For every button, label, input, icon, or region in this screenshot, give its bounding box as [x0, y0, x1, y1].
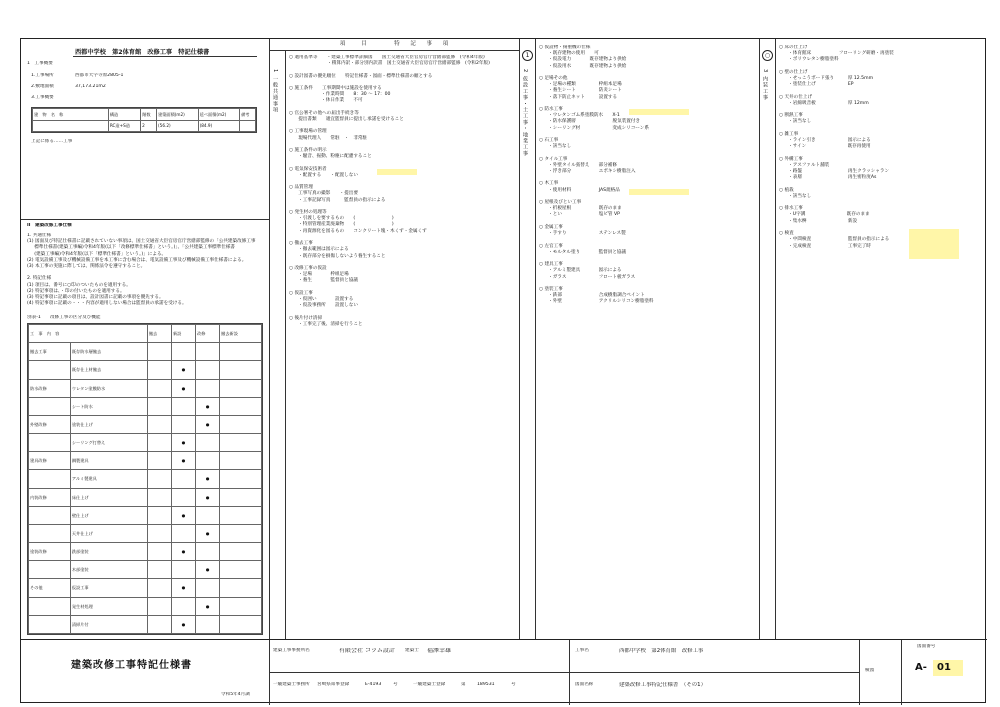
- table-cell: 仮設工事: [70, 579, 147, 597]
- table-cell: [29, 506, 71, 524]
- table-cell: [29, 615, 71, 633]
- row-notes: [240, 120, 256, 132]
- table-cell: 塗装改修: [29, 543, 71, 561]
- table-row: [29, 452, 262, 470]
- table-cell: [220, 379, 262, 397]
- table-cell: [29, 597, 71, 615]
- head-floor-area: 延べ面積(m2): [198, 109, 240, 121]
- title-block: [21, 639, 987, 705]
- table-cell: ●: [196, 561, 220, 579]
- table-cell: [147, 415, 171, 433]
- table-cell: [147, 579, 171, 597]
- table-cell: [220, 615, 262, 633]
- head-remove: 撤去: [147, 325, 171, 343]
- head-structure: 構造: [108, 109, 140, 121]
- site-value: 西都市大字寺原2805-1: [75, 73, 124, 78]
- table-row: [29, 488, 262, 506]
- highlight-field: [629, 109, 689, 115]
- table-cell: ●: [196, 524, 220, 542]
- head-replace: 撤去新設: [220, 325, 262, 343]
- table-cell: [196, 434, 220, 452]
- table-row: [29, 524, 262, 542]
- table-cell: [171, 415, 195, 433]
- table-cell: 塗装仕上げ: [70, 415, 147, 433]
- table-cell: [196, 452, 220, 470]
- drawing-name-label: 図面名称: [575, 682, 594, 687]
- office-value: 有限会社 コラム設計: [339, 648, 395, 654]
- table-row: [29, 434, 262, 452]
- architect-value: 福澤幸雄: [427, 648, 452, 654]
- site-label: 1.工事場所: [31, 73, 54, 78]
- table-cell: [196, 615, 220, 633]
- table-cell: [220, 506, 262, 524]
- table-cell: [220, 579, 262, 597]
- overview-table-head: [33, 109, 256, 121]
- table-cell: [147, 597, 171, 615]
- table-cell: ●: [171, 543, 195, 561]
- highlight-block: [909, 229, 959, 259]
- column1-head-item: 項 目: [339, 41, 367, 47]
- column3-section-label: 3 内装工事: [762, 69, 768, 101]
- table-cell: [171, 470, 195, 488]
- table-cell: [147, 524, 171, 542]
- issue-date: 令和5年4月調: [221, 692, 250, 697]
- table-cell: [220, 434, 262, 452]
- table-row: [29, 597, 262, 615]
- column3-body: ○ 床の仕上げ ・体育館床 フローリング研磨・再塗装 ・ポリウレタン樹脂塗料 ○ 壁の仕上げ ・せっこうボード張り 厚 12.5mm ・塗装仕上げ EP ○ 天井の仕上げ ・岩綿吸音板 厚 12mm ○ 断熱工事 ・該当なし ○ 雑工事 ・ライン引き 図示による ・サイン 既存再使用 ○ 外構工事 ・アスファルト舗装 ・路盤 再生クラッシャラン ・表層 再生密粒度As ○ 植栽 ・該当なし ○ 排水工事 ・U字溝 既存のまま ・集水桝 新設 ○ 検査 ・中間検査 監督員の指示による ・完成検査 工事完了時: [779, 45, 894, 249]
- table-cell: [171, 561, 195, 579]
- table-cell: ●: [171, 361, 195, 379]
- table-cell: ●: [171, 506, 195, 524]
- column1-section-label: 1 一般共通事項: [272, 69, 278, 114]
- sheet-prefix: A-: [915, 662, 927, 673]
- row-structure: RC造+S造: [108, 120, 140, 132]
- cover-panel: [21, 39, 270, 219]
- architect-reg-label: 一級建築士登録: [413, 682, 446, 687]
- table-cell: ●: [196, 488, 220, 506]
- row-building-area: (56.2): [157, 120, 199, 132]
- architect-reg-prefix: 第: [461, 682, 466, 687]
- table-cell: 撤去工事: [29, 343, 71, 361]
- table-cell: シート防水: [70, 397, 147, 415]
- table-cell: その他: [29, 579, 71, 597]
- table-cell: [220, 397, 262, 415]
- table-cell: ●: [171, 379, 195, 397]
- overview-table: [31, 107, 257, 133]
- area-value: 37,173.21m2: [75, 84, 106, 89]
- office-reg-label: 一級建築士事務所: [273, 682, 310, 687]
- table-cell: [147, 615, 171, 633]
- check-label: 検図: [865, 668, 875, 673]
- division-table-head: [29, 325, 262, 343]
- work-label: 工事名: [575, 648, 589, 653]
- table-cell: [171, 524, 195, 542]
- table-cell: [147, 361, 171, 379]
- table-cell: ●: [196, 597, 220, 615]
- office-label: 建築工事事務所名: [273, 648, 310, 653]
- table-cell: [196, 506, 220, 524]
- head-new: 新設: [171, 325, 195, 343]
- table-cell: 防水改修: [29, 379, 71, 397]
- table-cell: [171, 597, 195, 615]
- table-cell: [147, 434, 171, 452]
- head-renovate: 改修: [196, 325, 220, 343]
- table-row: [29, 506, 262, 524]
- table-row: [29, 343, 262, 361]
- table-cell: [196, 361, 220, 379]
- table-cell: [147, 506, 171, 524]
- overview-label: 3.工事概要: [31, 95, 54, 100]
- architect-reg-number: 189531: [477, 682, 495, 687]
- table-cell: [220, 343, 262, 361]
- column1-body: ○ 適用基準等 ・建築工事標準詳細図 国土交通省大臣官房官庁営繕部監修 (令和4年版) ・積算内訳・部分別内訳書 国土交通省大臣官房官庁営繕部監修 (令和2年版) ○ 設計図書の優先順位 特記仕様書・図面・標準仕様書の順とする ○ 施工条件 工事期間中は施設を使用する ・作業時間 8：30 ～ 17：00 ・休日作業 不可 ○ 官公署その他への届出手続き等 提出書類 適宜監督員に提出し承諾を受けること ○ 工事現場の管理 現場代理人 常駐 ・ 非常駐 ○ 施工条件の明示 ・騒音、振動、粉塵に配慮すること ○ 電気保安技術者 ・配置する ・配置しない ○ 品質管理 工事写真の撮影 ・提出要 ・工事記録写真 監督員の指示による ○ 発生材の処理等 ・引渡しを要するもの ( ) ・特別管理産業廃棄物 ( ) ・再資源化を図るもの コンクリート塊・木くず・金属くず ○ 撤去工事 ・撤去範囲は図示による ・既存部分を損傷しないよう養生すること ○ 改修工事の仮設 ・足場 枠組足場 ・養生 監督員と協議 ○ 仮設工事 ・仮囲い 設置する ・仮設事務所 設置しない ○ 後片付け清掃 ・工事完了後、清掃を行うこと: [289, 55, 490, 327]
- table-cell: [147, 379, 171, 397]
- table-row: [29, 397, 262, 415]
- work-value: 西都中学校 第2体育館 改修工事: [619, 648, 704, 654]
- table-row: [29, 561, 262, 579]
- table-cell: 鋼製建具: [70, 452, 147, 470]
- drawing-name-value: 建築改修工事特記仕様書 （その1）: [619, 682, 706, 688]
- highlight-field: [377, 169, 417, 175]
- drawing-title: 建築改修工事特記仕様書: [71, 660, 192, 671]
- circle-marker-1: 1: [522, 50, 533, 61]
- table-cell: [171, 343, 195, 361]
- table-row: [29, 470, 262, 488]
- table-cell: [171, 488, 195, 506]
- spec-column-2: [519, 39, 760, 639]
- table-row: [29, 361, 262, 379]
- table-cell: [29, 361, 71, 379]
- table-caption: 別表-1 改修工事の区分及び機能: [27, 315, 101, 320]
- table-cell: 天井仕上げ: [70, 524, 147, 542]
- table-cell: [29, 524, 71, 542]
- column1-head-spec: 特 記 事 項: [394, 41, 449, 47]
- table-cell: [196, 543, 220, 561]
- table-cell: 鉄部塗装: [70, 543, 147, 561]
- architect-label: 建築士: [405, 648, 419, 653]
- work-division-table: [27, 323, 263, 635]
- column2-section-label: 2 仮設工事・土工事・地業工事: [522, 69, 528, 157]
- circle-marker-2: ○: [762, 50, 773, 61]
- area-label: 2.敷地面積: [31, 84, 54, 89]
- table-cell: [171, 397, 195, 415]
- sheet-number-label: 図面番号: [917, 644, 936, 649]
- table-cell: 建具改修: [29, 452, 71, 470]
- table-cell: [147, 452, 171, 470]
- table-cell: [29, 397, 71, 415]
- table-cell: 発生材処理: [70, 597, 147, 615]
- drawing-sheet: [20, 38, 986, 703]
- table-cell: [220, 415, 262, 433]
- table-cell: [220, 524, 262, 542]
- row-floor-area: (84.9): [198, 120, 240, 132]
- spec-column-1: [269, 39, 520, 639]
- table-cell: [29, 561, 71, 579]
- table-cell: シーリング打替え: [70, 434, 147, 452]
- table-cell: [147, 561, 171, 579]
- head-building-area: 建築面積(m2): [157, 109, 199, 121]
- table-cell: [220, 470, 262, 488]
- table-cell: ●: [171, 452, 195, 470]
- overview-table-row: [33, 120, 256, 132]
- table-cell: [196, 343, 220, 361]
- table-cell: [147, 470, 171, 488]
- table-cell: [29, 470, 71, 488]
- table-row: [29, 543, 262, 561]
- table-cell: [220, 597, 262, 615]
- spec-column-3: [759, 39, 987, 639]
- table-cell: [147, 543, 171, 561]
- table-cell: 壁仕上げ: [70, 506, 147, 524]
- head-content: 工 事 内 容: [29, 325, 148, 343]
- table-row: [29, 615, 262, 633]
- table-cell: ●: [171, 434, 195, 452]
- office-reg-pref: 宮崎県知事登録: [317, 682, 350, 687]
- table-cell: [147, 397, 171, 415]
- table-cell: 既存仕上材撤去: [70, 361, 147, 379]
- table-cell: [196, 379, 220, 397]
- table-cell: 既存防水層撤去: [70, 343, 147, 361]
- section-ii-body: 1. 共通仕様 (1) 図面及び特記仕様書に記載されていない事項は、国土交通省大臣官房官庁営繕部監修の「公共建築改修工事 標準仕様書(建築工事編)令和4年版(以下「改修標準仕様書」という。)」、「公共建築工事標準仕様書 (建築工事編)令和4年版(以下「標準仕様書」という。)」による。 (2) 電気設備工事及び機械設備工事を本工事に含む場合は、電気設備工事及び機械設備工事仕様書による。 (3) 本工事の実施に際しては、関係法令を遵守すること。 2. 特記仕様 (1) 項目は、番号に○印のついたものを適用する。 (2) 特記事項は、・印の付いたものを適用する。 (3) 特記事項に記載の項目は、設計図書に記載の事項を優先する。 (4) 特記事項に記載の・・・内容が適用しない場合は監督員の承諾を受ける。: [27, 233, 256, 307]
- architect-reg-suffix: 号: [511, 682, 516, 687]
- table-cell: ●: [171, 615, 195, 633]
- table-row: [29, 415, 262, 433]
- office-reg-number: E-4193: [365, 682, 382, 687]
- table-cell: [147, 343, 171, 361]
- table-row: [29, 379, 262, 397]
- table-cell: [29, 434, 71, 452]
- table-cell: [196, 579, 220, 597]
- cover-title: 西都中学校 第2体育館 改修工事 特記仕様書: [75, 49, 210, 56]
- table-cell: ●: [196, 470, 220, 488]
- column2-body: ○ 仮設物・揚重機の仕様 ・既存建物の使用 可 ・仮設電力 既存建物より供給 ・仮設用水 既存建物より供給 ○ 足場その他 ・足場の種類 枠組本足場 ・養生シート 防炎シート ・落下防止ネット 設置する ○ 防水工事 ・ウレタンゴム系塗膜防水 X-1 ・防水保護層 脱気装置付き ・シーリング材 変成シリコーン系 ○ 石工事 ・該当なし ○ タイル工事 ・外壁タイル張替え 部分補修 ・浮き部分 エポキシ樹脂注入 ○ 木工事 ・使用材料 JAS規格品 ○ 屋根及びとい工事 ・折板屋根 既存のまま ・とい 塩ビ管 VP ○ 金属工事 ・手すり ステンレス製 ○ 左官工事 ・モルタル塗り 監督員と協議 ○ 建具工事 ・アルミ製建具 図示による ・ガラス フロート板ガラス ○ 塗装工事 ・鉄部 合成樹脂調合ペイント ・外壁 アクリルシリコン樹脂塗料: [539, 45, 654, 305]
- table-cell: ●: [196, 397, 220, 415]
- highlight-field: [629, 189, 689, 195]
- table-cell: アルミ製建具: [70, 470, 147, 488]
- table-cell: [147, 488, 171, 506]
- table-cell: 清掃片付: [70, 615, 147, 633]
- head-floors: 階数: [141, 109, 157, 121]
- sheet-number: 01: [937, 662, 951, 673]
- section-ii-panel: [21, 219, 270, 640]
- section-ii-title: II 建築改修工事仕様: [27, 223, 72, 228]
- head-notes: 備考: [240, 109, 256, 121]
- row-floors: 2: [141, 120, 157, 132]
- table-cell: [220, 488, 262, 506]
- table-cell: ●: [196, 415, 220, 433]
- table-row: [29, 579, 262, 597]
- table-cell: 床仕上げ: [70, 488, 147, 506]
- row-name: [33, 120, 109, 132]
- overview-note: 上記に係る……工事: [31, 139, 73, 144]
- head-name: 建 物 名 称: [33, 109, 109, 121]
- table-cell: 外壁改修: [29, 415, 71, 433]
- table-cell: ウレタン塗膜防水: [70, 379, 147, 397]
- office-reg-suffix: 号: [393, 682, 398, 687]
- table-cell: [220, 543, 262, 561]
- table-cell: ●: [171, 579, 195, 597]
- table-cell: [220, 452, 262, 470]
- overview-heading: 1 工事概要: [27, 61, 53, 66]
- table-cell: 内装改修: [29, 488, 71, 506]
- table-cell: [220, 361, 262, 379]
- column1-header: [269, 39, 519, 51]
- table-cell: [220, 561, 262, 579]
- table-cell: 木部塗装: [70, 561, 147, 579]
